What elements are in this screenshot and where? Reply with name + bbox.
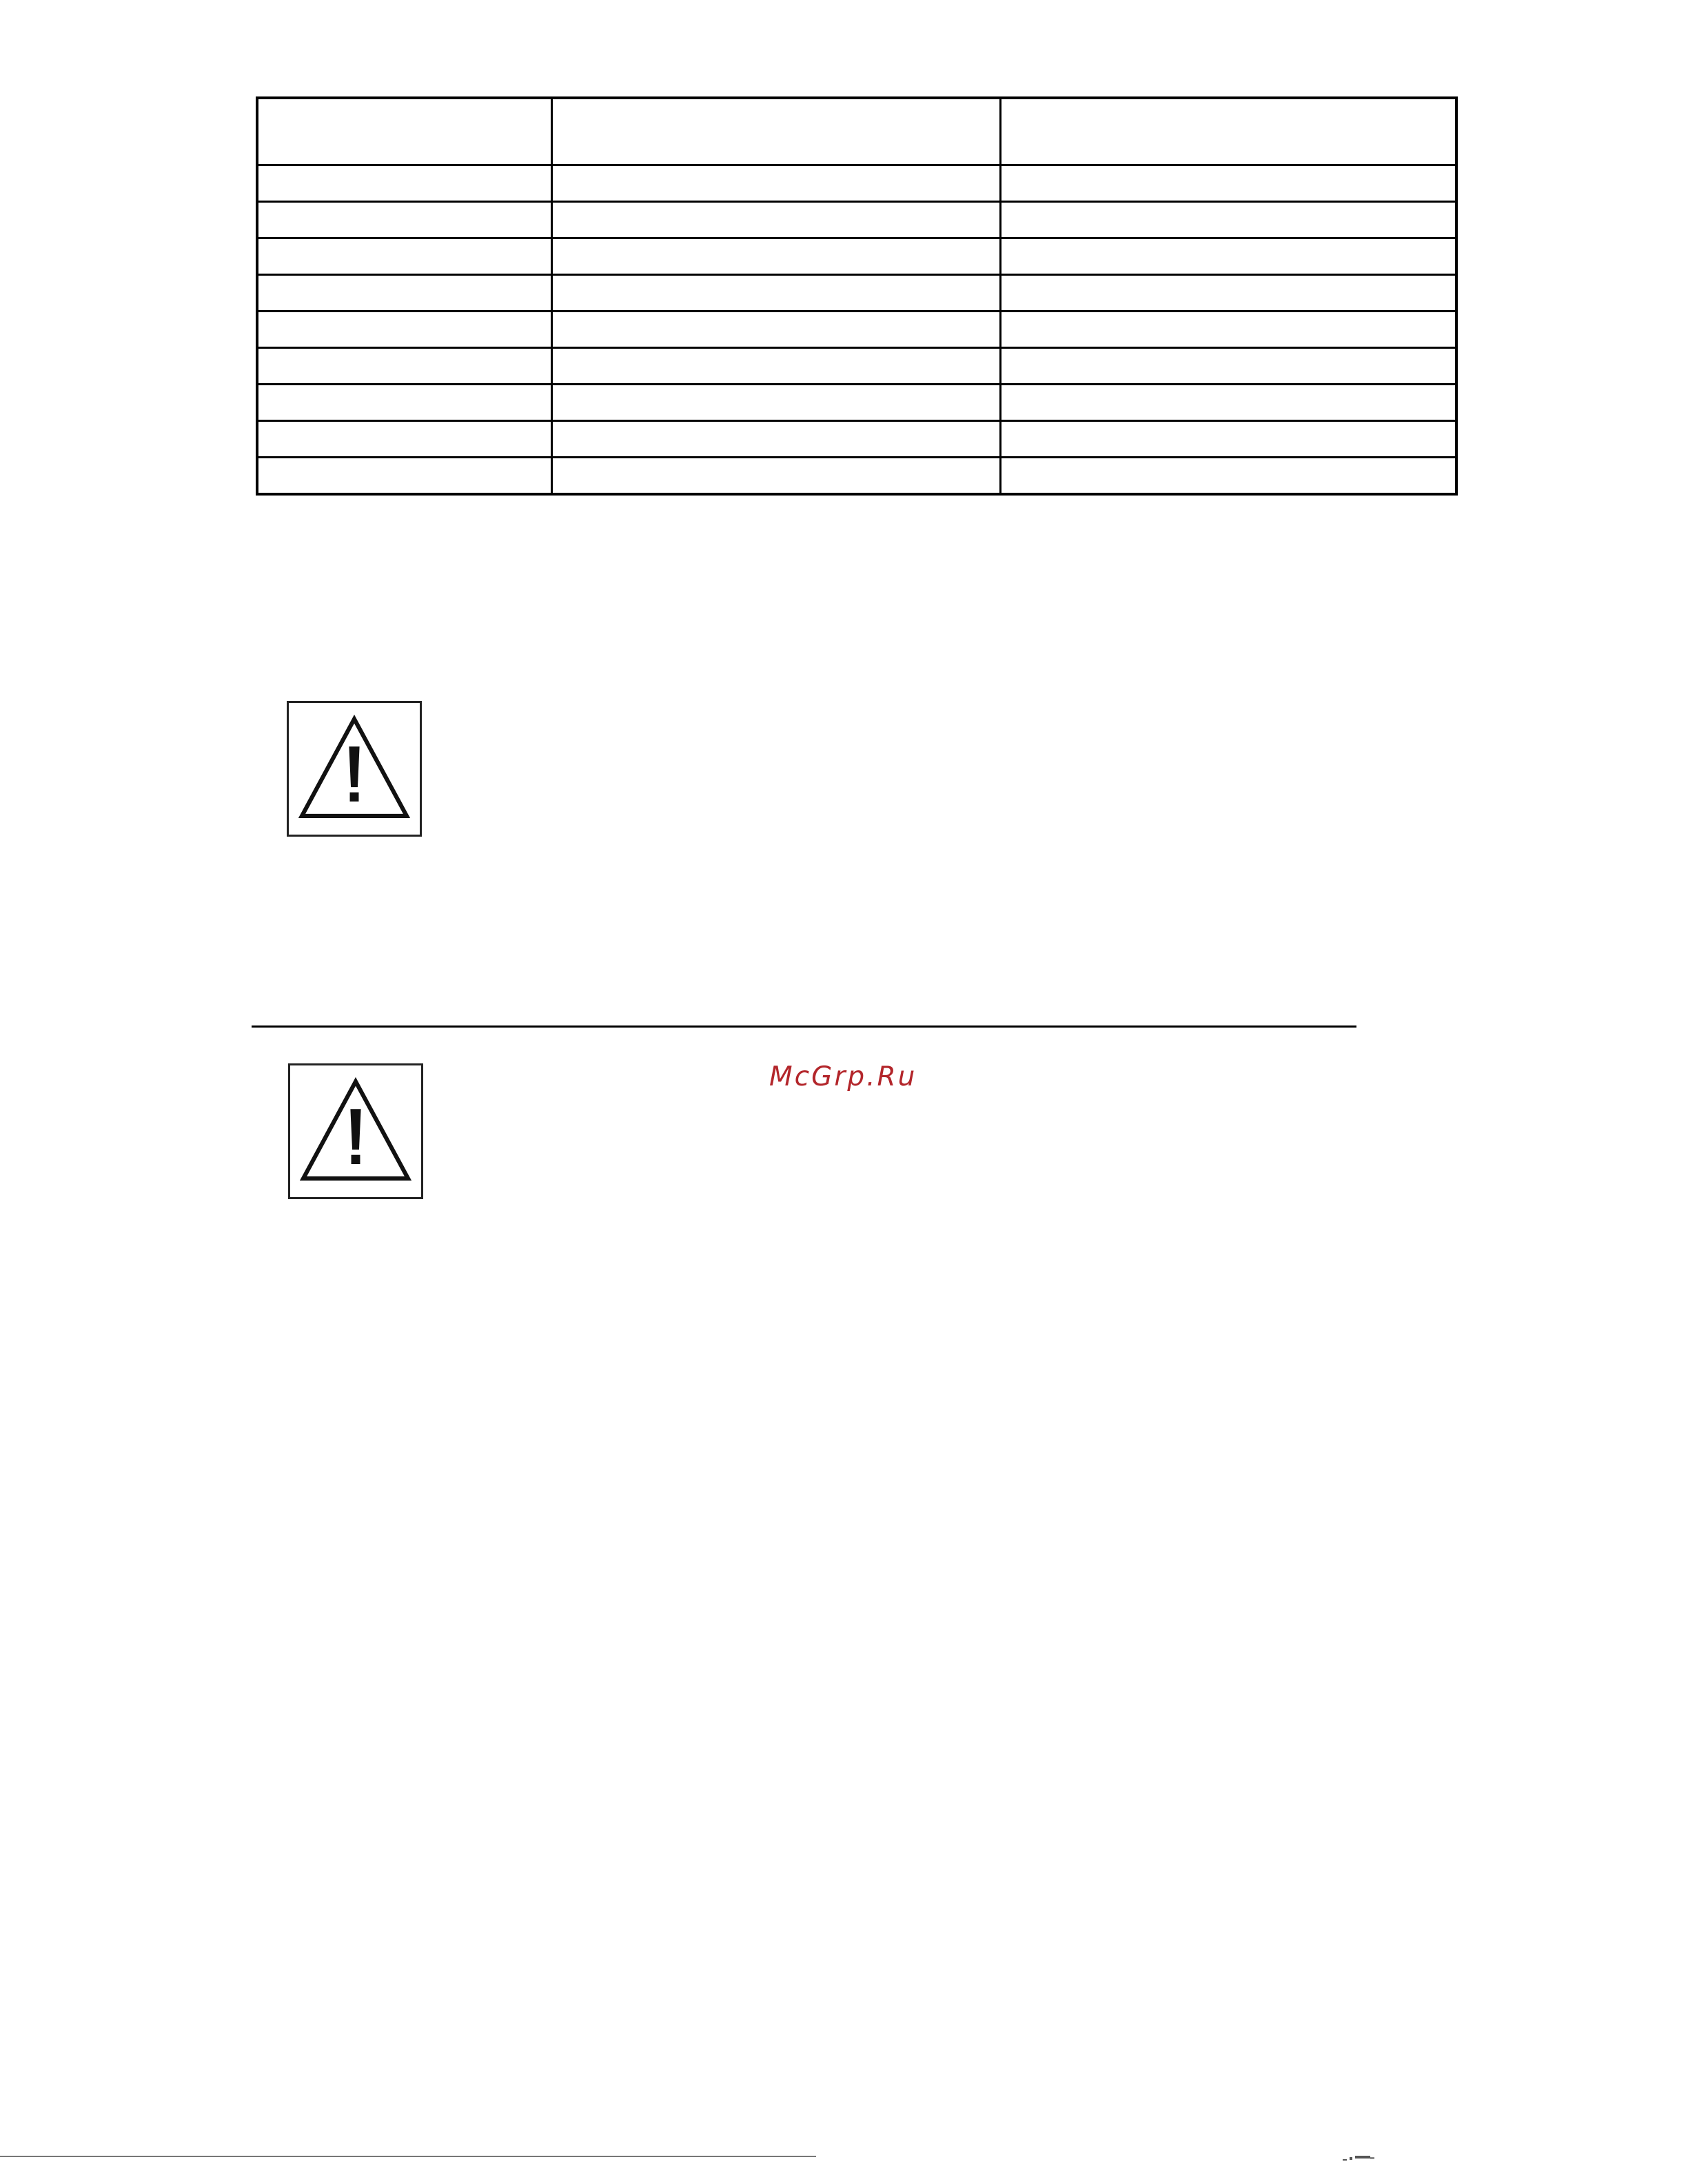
table-cell [551,385,1000,421]
table-cell [257,385,551,421]
table-cell [1000,421,1456,458]
page-corner-mark [1340,2154,1388,2164]
warning-triangle-graphic [289,703,420,835]
table-row [257,202,1456,238]
table-cell [551,275,1000,312]
table-cell [1000,275,1456,312]
table-cell [551,348,1000,385]
table-cell [1000,385,1456,421]
table-header-cell [257,98,551,165]
warning-triangle-icon [287,701,422,837]
table-cell [551,238,1000,275]
table-cell [1000,458,1456,495]
table-header-cell [1000,98,1456,165]
table-cell [1000,238,1456,275]
table-row [257,275,1456,312]
section-divider [252,1025,1356,1028]
table-cell [257,312,551,348]
table-row [257,165,1456,202]
table-cell [257,421,551,458]
table-cell [551,165,1000,202]
table-cell [1000,202,1456,238]
table-cell [551,312,1000,348]
table-cell [551,202,1000,238]
table-cell [551,421,1000,458]
watermark-text: McGrp.Ru [769,1061,917,1092]
table-cell [1000,348,1456,385]
table-cell [257,202,551,238]
table-cell [1000,165,1456,202]
table-cell [257,238,551,275]
warning-triangle-graphic [290,1065,421,1197]
table-cell [257,165,551,202]
table-header-cell [551,98,1000,165]
warning-triangle-icon [288,1063,423,1199]
table-cell [551,458,1000,495]
footer-rule [0,2156,816,2157]
table-row [257,458,1456,495]
table-row [257,312,1456,348]
table-row [257,238,1456,275]
table-cell [1000,312,1456,348]
table-header-row [257,98,1456,165]
table-cell [257,275,551,312]
table-row [257,348,1456,385]
table-row [257,385,1456,421]
table-cell [257,348,551,385]
spec-table [256,96,1458,496]
table-cell [257,458,551,495]
table-row [257,421,1456,458]
